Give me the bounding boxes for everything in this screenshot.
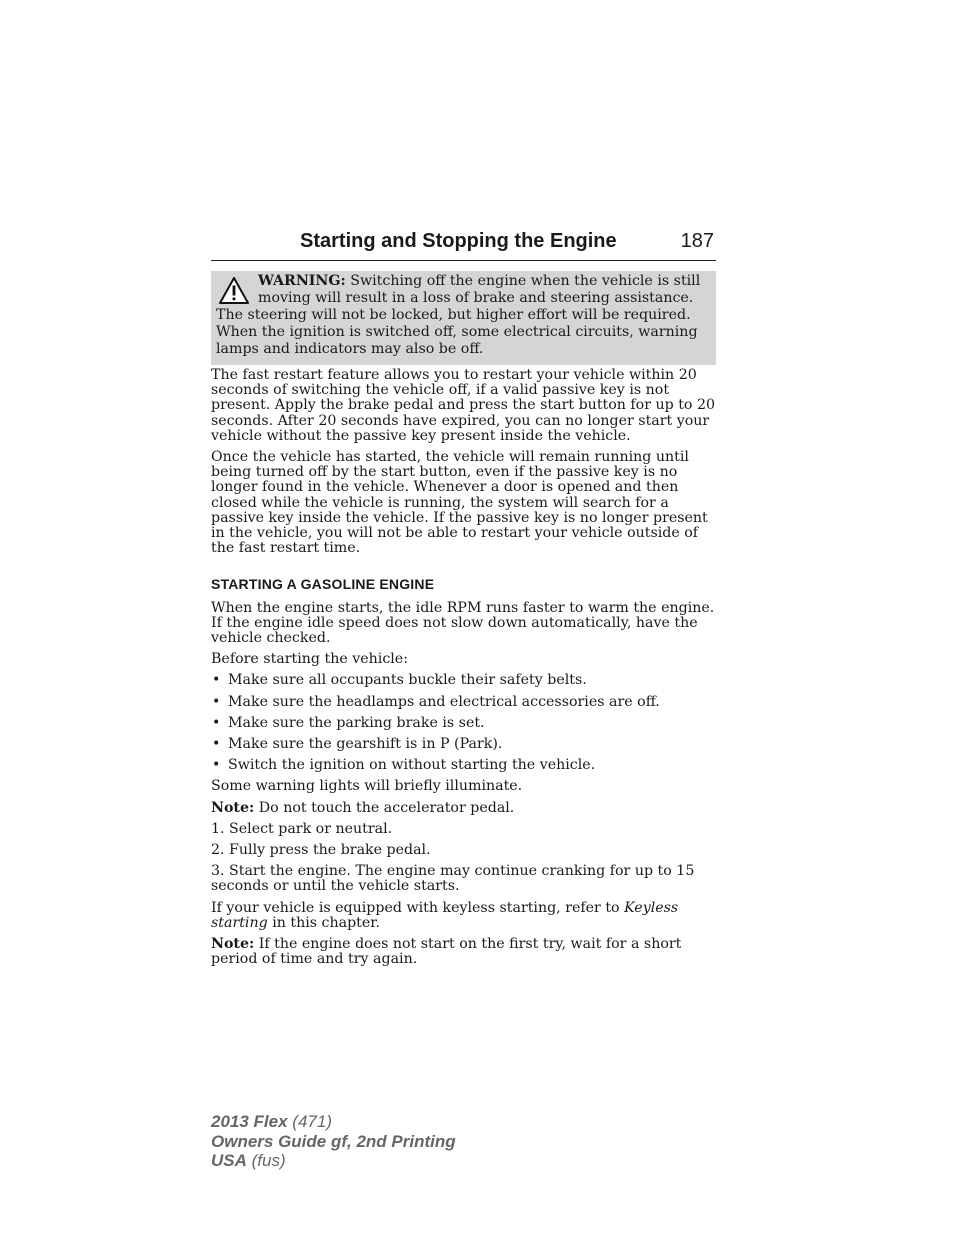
main-content (211, 368, 716, 974)
bullet-icon: • (212, 714, 221, 731)
list-item: • Make sure the parking brake is set. (212, 714, 485, 731)
footer-region: USA (fus) (211, 1151, 286, 1170)
note-first-try: Note: If the engine does not start on the first try, wait for a short period of time and try again. (211, 936, 682, 968)
bullet-icon: • (212, 736, 221, 753)
page-title: Starting and Stopping the Engine (300, 230, 617, 252)
warning-box (211, 271, 716, 365)
step-item: 3. Start the engine. The engine may continue cranking for up to 15 seconds or until the vehicle starts. (211, 863, 695, 895)
paragraph-once-started: Once the vehicle has started, the vehicle will remain running until being turned off by the start button, even if the passive key is no longer found in the vehicle. Whenever a door is opened and then closed while the vehicle is running, the system will search for a passive key inside the vehicle. If the passive key is no longer present in the vehicle, you will not be able to restart your vehicle outside of the fast restart time. (211, 449, 708, 557)
bullet-icon: • (212, 693, 221, 710)
warning-body: Switching off the engine when the vehicle is still moving will result in a loss of brake and steering assistance. The steering will not be locked, but higher effort will be required. When the ignition is switched off, some electrical circuits, warning lamps and indicators may also be off. (216, 273, 701, 358)
paragraph-fast-restart: The fast restart feature allows you to restart your vehicle within 20 seconds of switching the vehicle off, if a valid passive key is not present. Apply the brake pedal and press the start button for up to 20 seconds. After 20 seconds have expired, you can no longer start your vehicle without the passive key present inside the vehicle. (211, 367, 716, 444)
warning-text (216, 273, 710, 358)
step-item: 1. Select park or neutral. (211, 820, 393, 837)
list-item: • Make sure all occupants buckle their safety belts. (212, 672, 587, 689)
before-starting: Before starting the vehicle: (211, 651, 408, 668)
list-item: • Make sure the gearshift is in P (Park). (212, 736, 503, 753)
note-accelerator: Note: Do not touch the accelerator pedal. (211, 799, 515, 816)
warning-label: WARNING: (258, 273, 346, 289)
step-item: 2. Fully press the brake pedal. (211, 842, 431, 859)
bullet-icon: • (212, 672, 221, 689)
page-footer (211, 1112, 456, 1171)
list-item: • Switch the ignition on without starting the vehicle. (212, 757, 596, 774)
section-heading: STARTING A GASOLINE ENGINE (211, 576, 435, 593)
checklist (211, 673, 716, 773)
page-header (211, 228, 716, 261)
keyless-reference: If your vehicle is equipped with keyless starting, refer to Keyless starting in this chapter. (211, 899, 679, 931)
bullet-icon: • (212, 757, 221, 774)
list-item: • Make sure the headlamps and electrical accessories are off. (212, 693, 660, 710)
keyless-starting-link[interactable]: Keyless starting (211, 899, 679, 931)
warning-lights-text: Some warning lights will briefly illuminate. (211, 778, 523, 795)
footer-guide: Owners Guide gf, 2nd Printing (211, 1131, 456, 1151)
footer-model: 2013 Flex (471) (211, 1112, 332, 1131)
section-intro: When the engine starts, the idle RPM runs faster to warm the engine. If the engine idle speed does not slow down automatically, have the vehicle checked. (211, 599, 715, 647)
page-number: 187 (680, 230, 714, 252)
